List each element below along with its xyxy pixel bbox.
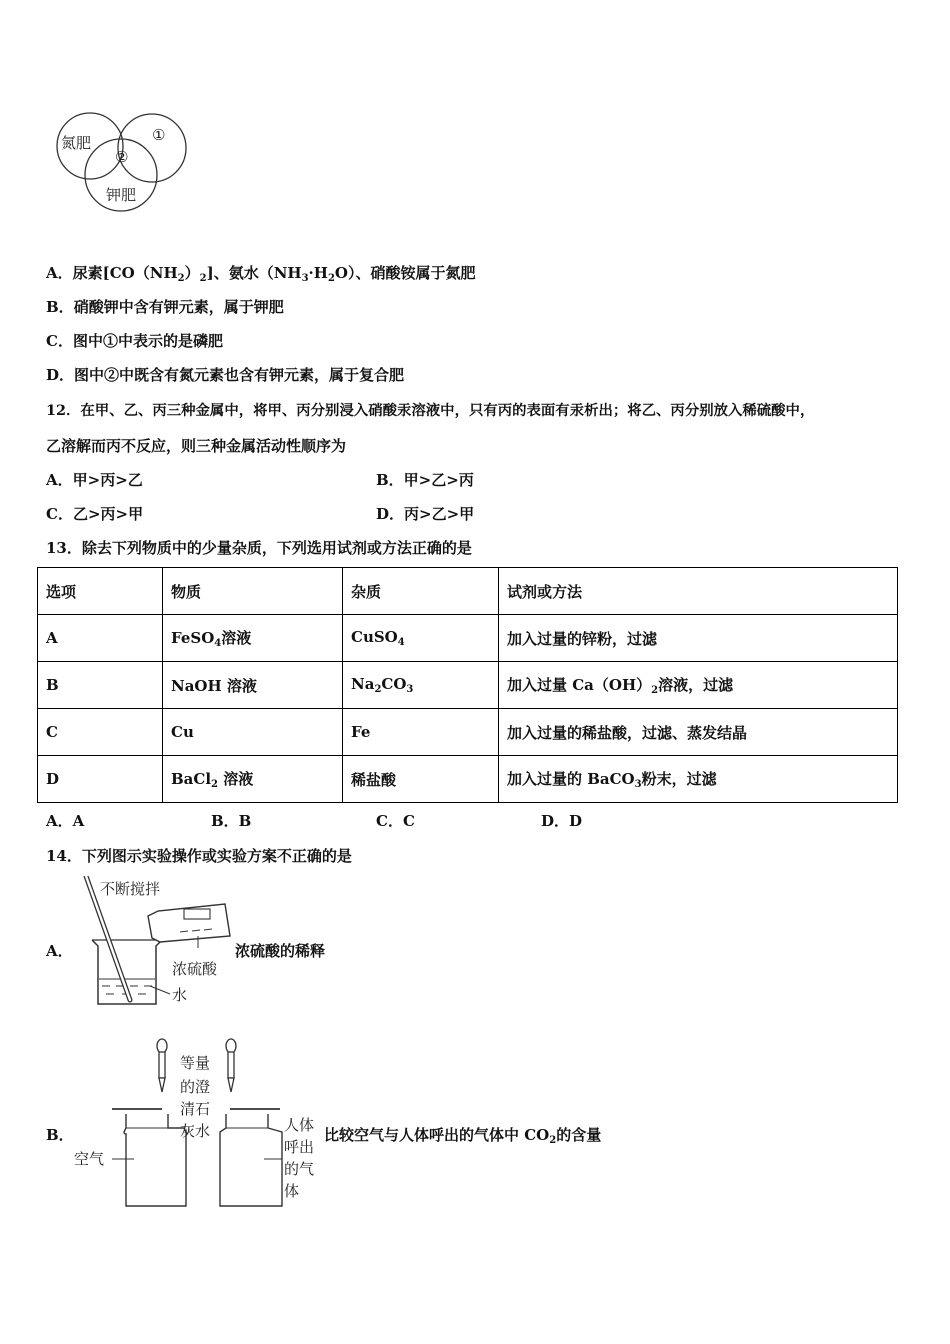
- label-air: 空气: [74, 1150, 105, 1168]
- limewater-line3: 清石: [180, 1100, 211, 1118]
- table-row: A FeSO$_4$溶液 CuSO$_4$ 加入过量的锌粉，过滤: [38, 615, 898, 662]
- q12-option-c: C．乙>丙>甲: [46, 505, 144, 523]
- q12-option-d: D．丙>乙>甲: [376, 505, 475, 523]
- limewater-line1: 等量: [180, 1054, 211, 1072]
- label-water: 水: [172, 986, 188, 1004]
- q11-option-c: C．图中①中表示的是磷肥: [46, 332, 223, 350]
- label-stir: 不断搅拌: [100, 880, 161, 898]
- table-row: D BaCl$_2$ 溶液 稀盐酸 加入过量的 BaCO$_3$粉末，过滤: [38, 756, 898, 803]
- breath-line2: 呼出: [284, 1138, 315, 1156]
- acid-dilution-illustration: [80, 876, 240, 1011]
- venn-nitrogen-label: 氮肥: [61, 134, 92, 152]
- q12-option-b: B．甲>乙>丙: [376, 471, 474, 489]
- q12-option-a: A．甲>丙>乙: [46, 471, 143, 489]
- q14-stem: 14．下列图示实验操作或实验方案不正确的是: [46, 847, 352, 865]
- fertilizer-venn-diagram: [48, 108, 198, 216]
- breath-line1: 人体: [284, 1116, 315, 1134]
- q11-option-d: D．图中②中既含有氮元素也含有钾元素，属于复合肥: [46, 366, 405, 384]
- table-row: B NaOH 溶液 $Na_2CO_3$ 加入过量 $Ca(OH)_2$溶液，过滤: [38, 662, 898, 709]
- venn-potassium-label: 钾肥: [106, 186, 137, 204]
- q14-option-a-letter: A．: [46, 942, 73, 960]
- q14-option-b-caption: 比较空气与人体呼出的气体中 $CO_2$的含量: [324, 1126, 602, 1146]
- venn-region-two: ②: [115, 148, 129, 166]
- q13-table: [37, 567, 898, 803]
- limewater-line2: 的澄: [180, 1078, 211, 1096]
- table-header-row: [38, 568, 898, 615]
- breath-line4: 体: [284, 1182, 300, 1200]
- header-option: 选项: [38, 568, 163, 615]
- q13-answer-c: C．C: [376, 812, 415, 830]
- q14-option-b-letter: B．: [46, 1126, 74, 1144]
- label-conc-acid: 浓硫酸: [172, 960, 218, 978]
- q11-option-b: B．硝酸钾中含有钾元素，属于钾肥: [46, 298, 284, 316]
- header-impurity: 杂质: [343, 568, 499, 615]
- q12-stem-line1: 12．在甲、乙、丙三种金属中，将甲、丙分别浸入硝酸汞溶液中，只有丙的表面有汞析出；将乙、丙分别放入稀硫酸中，: [46, 402, 815, 419]
- co2-comparison-illustration: [68, 1034, 323, 1214]
- header-substance: 物质: [163, 568, 343, 615]
- header-method: 试剂或方法: [499, 568, 898, 615]
- venn-region-one: ①: [152, 126, 166, 144]
- breath-line3: 的气: [284, 1160, 315, 1178]
- table-row: C Cu Fe 加入过量的稀盐酸，过滤、蒸发结晶: [38, 709, 898, 756]
- q12-stem-line2: 乙溶解而丙不反应，则三种金属活动性顺序为: [46, 437, 347, 455]
- q13-answer-a: A．A: [46, 812, 85, 830]
- q14-option-a-caption: 浓硫酸的稀释: [235, 942, 326, 960]
- q13-stem: 13．除去下列物质中的少量杂质，下列选用试剂或方法正确的是: [46, 539, 472, 557]
- limewater-line4: 灰水: [180, 1122, 211, 1140]
- q11-option-a: A．尿素$[CO(NH_2)_2]$、氨水$(NH_3\cdot H_2O)$、硝酸铵属于氮肥: [46, 264, 476, 284]
- q13-answer-b: B．B: [211, 812, 252, 830]
- q13-answer-d: D．D: [541, 812, 583, 830]
